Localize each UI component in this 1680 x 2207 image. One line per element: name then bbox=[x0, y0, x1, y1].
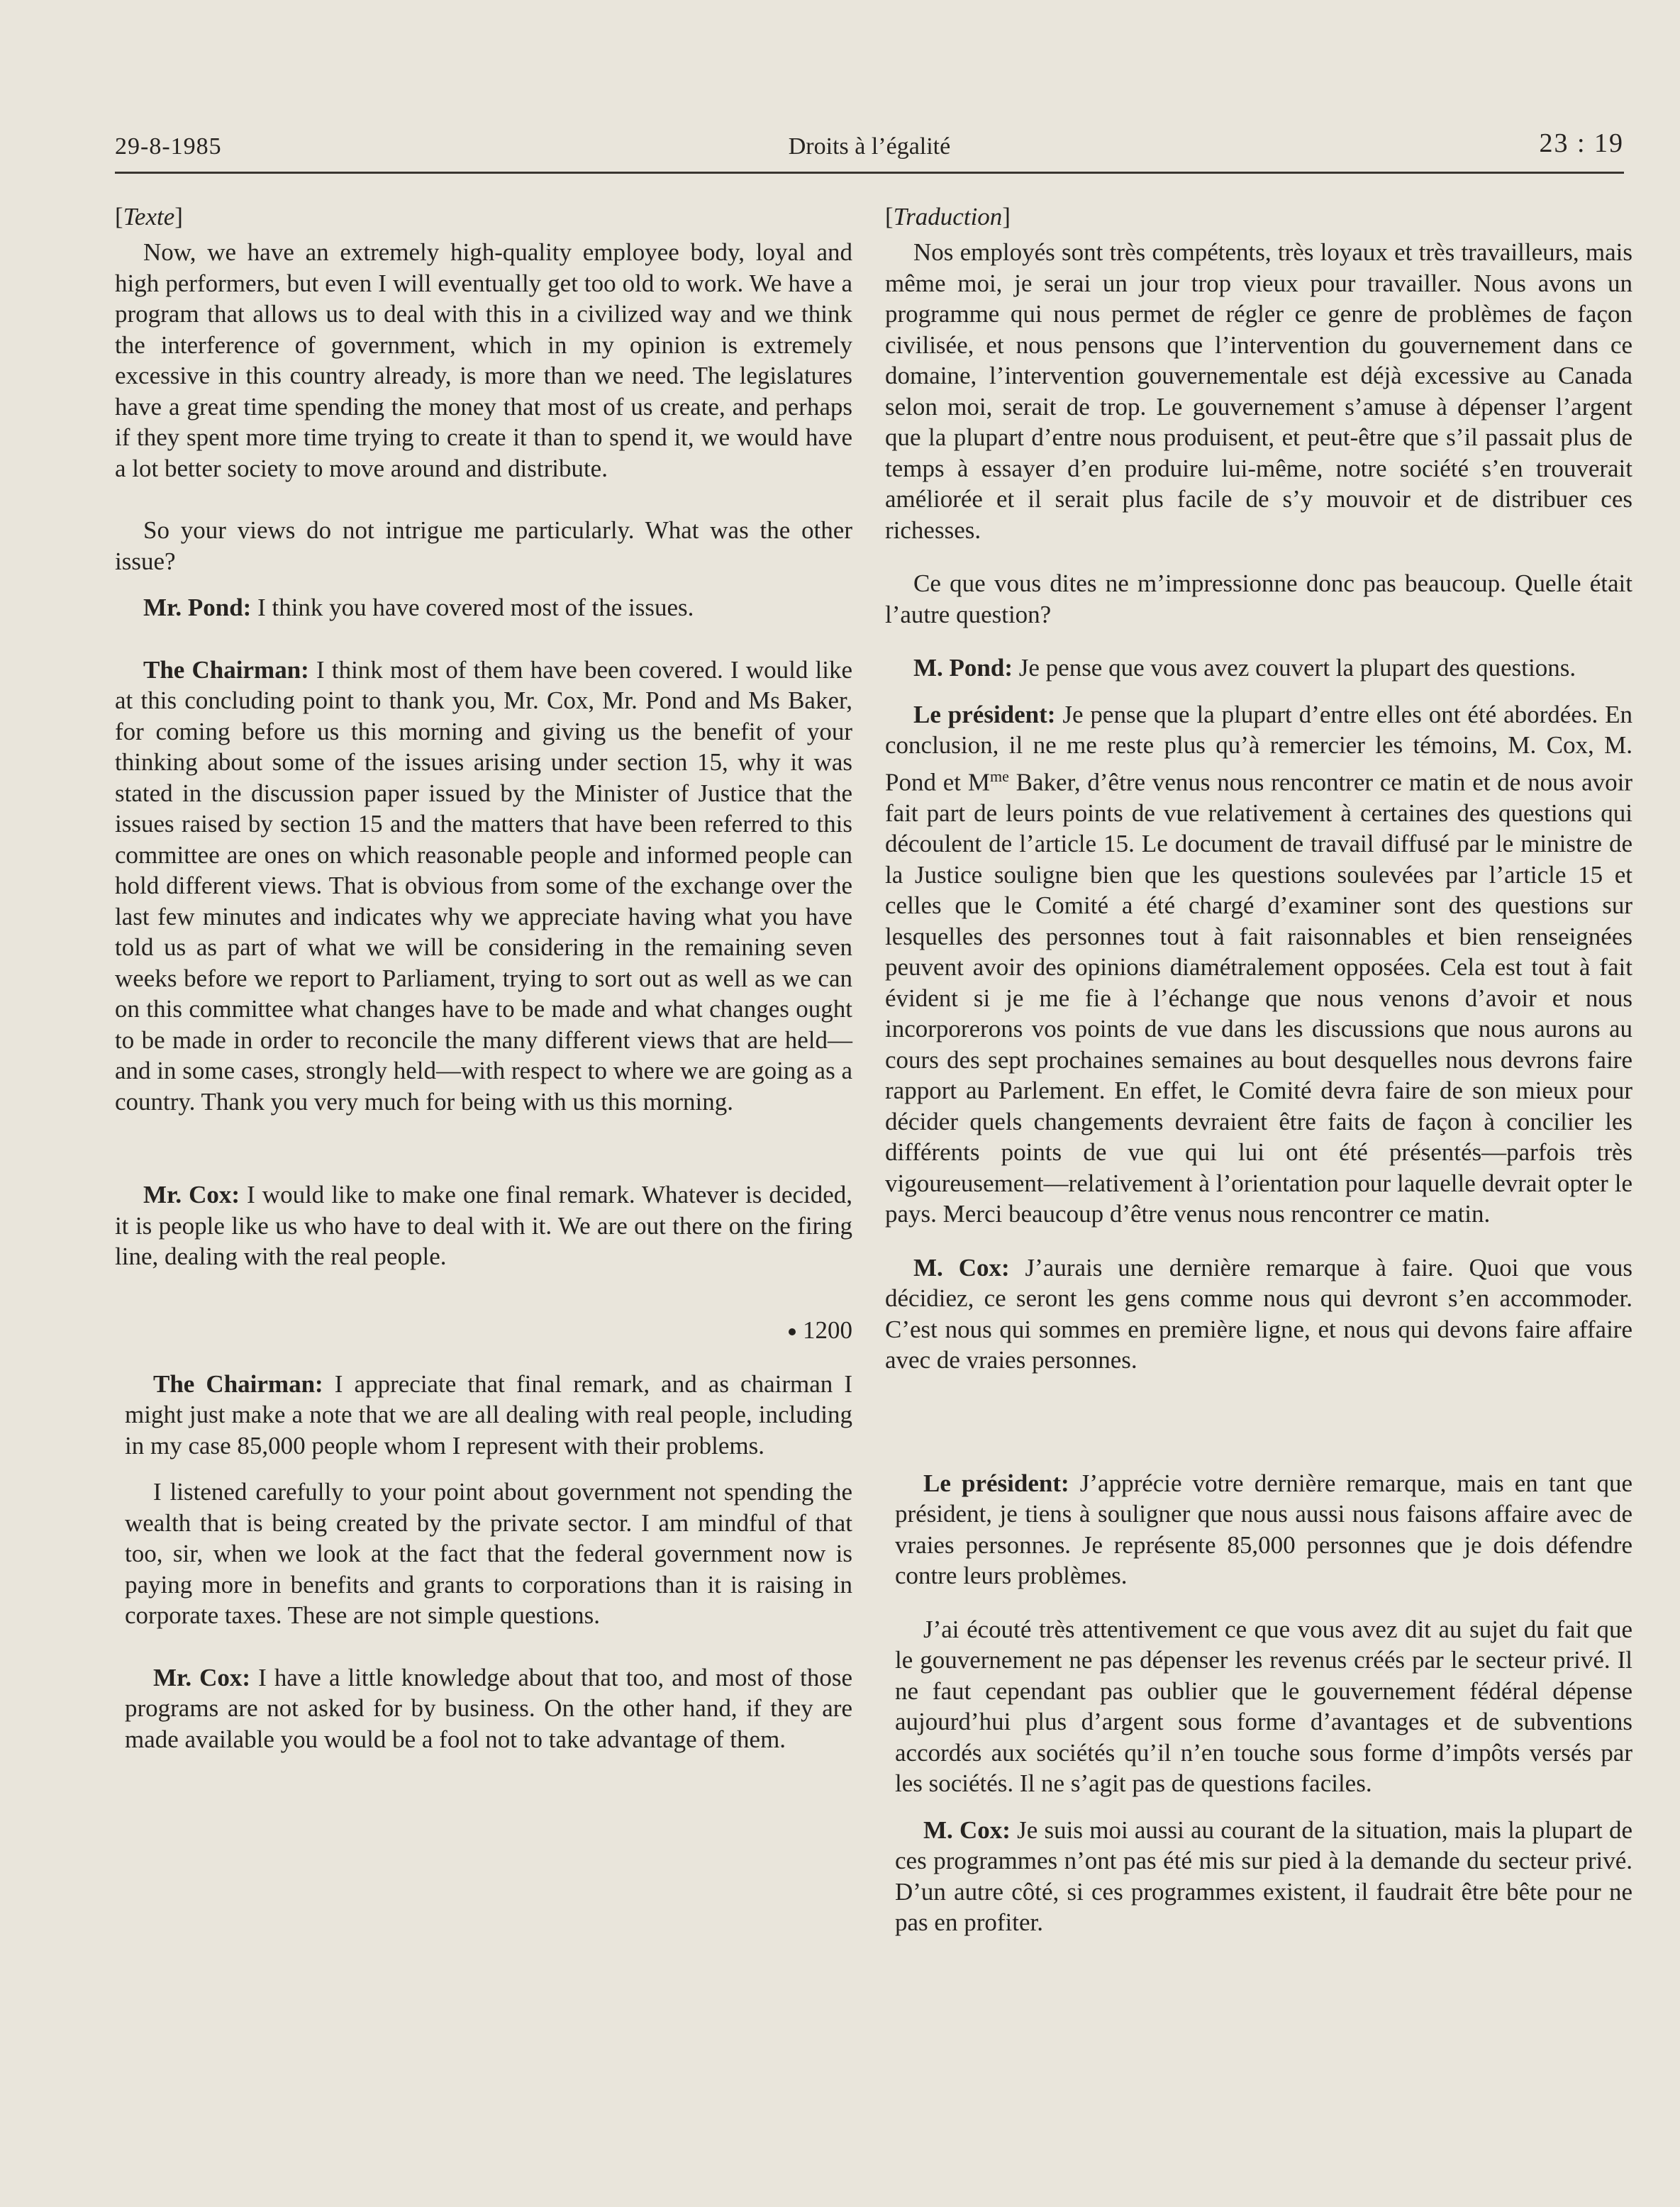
paragraph-cox-programmes bbox=[895, 1815, 1632, 1938]
speech-text: I would like to make one final remark. Whatever is decided, it is people like us who have to deal with it. We are out there on the firing line, dealing with the real people. bbox=[115, 1181, 852, 1270]
speech-text: I have a little knowledge about that too, and most of those programs are not asked for by business. On the other hand, if they are made available you would be a fool not to take advantage of them. bbox=[125, 1663, 852, 1753]
paragraph-impressionne: Ce que vous dites ne m’impressionne donc pas beaucoup. Quelle était l’autre question? bbox=[885, 569, 1632, 628]
speaker-name: Le président: bbox=[923, 1469, 1069, 1497]
header-page-number: 23 : 19 bbox=[1539, 128, 1624, 158]
english-column bbox=[115, 201, 852, 1755]
header-title: Droits à l’égalité bbox=[788, 133, 951, 160]
paragraph-employees: Now, we have an extremely high-quality employee body, loyal and high performers, but even I will eventually get too old to work. We have a program that allows us to deal with this in a civilized way and we think the interference of government, which in my opinion is extremely excessive in this country already, is more than we need. The legislatures have a great time spending the money that most of us create, and perhaps if they spent more time trying to create it than to spend it, we would have a lot better society to move around and distribute. bbox=[115, 238, 852, 482]
speaker-name: The Chairman: bbox=[153, 1369, 323, 1398]
speech-text: I think most of them have been covered. I would like at this concluding point to thank you, Mr. Cox, Mr. Pond and Ms Baker, for coming before us this morning and giving us the benefit of your thinking about some of the issues arising under section 15, why it was stated in the discussion paper issued by the Minister of Justice that the issues raised by section 15 and the matters that have been referred to this committee are ones on which reasonable people and informed people can hold different views. That is obvious from some of the exchange over the last few minutes and indicates why we appreciate having what you have told us as part of what we will be considering in the remaining seven weeks before we report to Parliament, trying to sort out as well as we can on this committee what changes have to be made and what changes ought to be made in order to reconcile the many different views that are held—and in some cases, strongly held—with respect to where we are going as a country. Thank you very much for being with us this morning. bbox=[115, 655, 852, 1116]
paragraph-cox-programs bbox=[125, 1662, 852, 1755]
paragraph-cox-derniere bbox=[885, 1252, 1632, 1376]
speech-text: Je pense que vous avez couvert la plupart des questions. bbox=[1013, 654, 1576, 682]
french-column bbox=[885, 201, 1632, 1938]
speaker-name: Mr. Pond: bbox=[143, 594, 252, 621]
header-date: 29-8-1985 bbox=[115, 133, 222, 160]
paragraph-government-spending: I listened carefully to your point about government not spending the wealth that is being created by the private sector. I am mindful of that too, sir, when we look at the fact that the federal government now is paying more in benefits and grants to corporations than it is raising in corporate taxes. These are not simple questions. bbox=[125, 1478, 852, 1629]
time-marker bbox=[115, 1315, 852, 1346]
speech-text: J’aurais une dernière remarque à faire. Quoi que vous décidiez, ce seront les gens comme nous qui devront s’en accommoder. C’est nous qui sommes en première ligne, et nous qui devons faire affaire avec de vraies personnes. bbox=[885, 1253, 1632, 1374]
paragraph-pond bbox=[115, 592, 852, 623]
paragraph-pond bbox=[885, 652, 1632, 684]
paragraph-views: So your views do not intrigue me particularly. What was the other issue? bbox=[115, 516, 852, 575]
speaker-name: M. Cox: bbox=[913, 1253, 1010, 1282]
paragraph-chairman-remark bbox=[125, 1369, 852, 1462]
speech-text: I appreciate that final remark, and as chairman I might just make a note that we are all dealing with real people, including in my case 85,000 people whom I represent with their problems. bbox=[125, 1369, 852, 1460]
page-header bbox=[115, 128, 1624, 174]
speech-text: J’apprécie votre dernière remarque, mais en tant que président, je tiens à souligner que nous aussi nous faisons affaire avec de vraies personnes. Je représente 85,000 personnes que je dois défendre contre leurs problèmes. bbox=[895, 1469, 1632, 1590]
paragraph-gouvernement-depenses: J’ai écouté très attentivement ce que vous avez dit au sujet du fait que le gouvernement ne pas dépenser les revenus créés par le secteur privé. Il ne faut cependant pas oublier que le gouvernement fédéral dépense aujourd’hui plus d’argent sous forme d’avantages et de subventions accordés aux sociétés qu’il n’en touche sous forme d’impôts versés par les sociétés. Il ne s’agit pas de questions faciles. bbox=[895, 1615, 1632, 1798]
speaker-name: Le président: bbox=[913, 700, 1056, 728]
paragraph-president-remarque bbox=[895, 1468, 1632, 1591]
speech-text: Baker, d’être venus nous rencontrer ce matin et de nous avoir fait part de leurs points de vue relativement à certaines des questions qui découlent de l’article 15. Le document de travail diffusé par le ministre de la Justice souligne bien que les questions soulevées par l’article 15 et celles que le Comité a été chargé d’examiner sont des questions sur lesquelles des personnes tout à fait raisonnables et bien renseignées peuvent avoir des opinions diamétralement opposées. Cela est tout à fait évident si je me fie à l’échange que nous venons d’avoir et nous incorporerons vos points de vue dans les discussions que nous aurons au cours des sept prochaines semaines au bout desquelles nous devrons faire rapport au Parlement. En effet, le Comité devra faire de son mieux pour décider quels changements devraient être faits de façon à concilier les différents points de vue qui lui ont été présentés—parfois très vigoureusement—relativement à l’orientation pour laquelle devrait opter le pays. Merci beaucoup d’être venus nous rencontrer ce matin. bbox=[885, 768, 1632, 1228]
speaker-name: Mr. Cox: bbox=[153, 1663, 251, 1691]
paragraph-cox-final bbox=[115, 1179, 852, 1272]
paragraph-president-remerciements bbox=[885, 699, 1632, 1230]
time-marker-value: 1200 bbox=[803, 1316, 852, 1344]
superscript: me bbox=[989, 767, 1009, 785]
speaker-name: Mr. Cox: bbox=[143, 1181, 240, 1208]
speech-text: Je suis moi aussi au courant de la situation, mais la plupart de ces programmes n’ont pas été mis sur pied à la demande du secteur privé. D’un autre côté, si ces programmes existent, il faudrait être bête pour ne pas en profiter. bbox=[895, 1816, 1632, 1937]
paragraph-employes: Nos employés sont très compétents, très loyaux et très travailleurs, mais même moi, je serai un jour trop vieux pour travailler. Nous avons un programme qui nous permet de régler ce genre de problèmes de façon civilisée, et nous pensons que l’intervention du gouvernement dans ce domaine, l’intervention gouvernementale est déjà excessive au Canada selon moi, serait de trop. Le gouvernement s’amuse à dépenser l’argent que la plupart d’entre nous produisent, et peut-être que s’il passait plus de temps à essayer d’en produire lui-même, notre société s’en trouverait améliorée et il serait plus facile de s’y mouvoir et de distribuer ces richesses. bbox=[885, 238, 1632, 544]
speaker-name: M. Pond: bbox=[913, 654, 1013, 682]
speech-text: I think you have covered most of the issues. bbox=[251, 594, 694, 621]
text-tag: [Texte] bbox=[115, 203, 183, 230]
paragraph-chairman-thanks bbox=[115, 655, 852, 1118]
translation-tag-label: Traduction bbox=[893, 203, 1003, 230]
speech-text: Je pense que la plupart d’entre elles ont été abordées. En conclusion, il ne me reste plus qu’à remercier les témoins, M. Cox, M. Pond et M bbox=[885, 700, 1632, 796]
speaker-name: M. Cox: bbox=[923, 1816, 1011, 1844]
speaker-name: The Chairman: bbox=[143, 655, 309, 684]
text-tag-label: Texte bbox=[123, 203, 175, 230]
translation-tag: [Traduction] bbox=[885, 203, 1011, 230]
bullet-icon bbox=[789, 1328, 796, 1335]
